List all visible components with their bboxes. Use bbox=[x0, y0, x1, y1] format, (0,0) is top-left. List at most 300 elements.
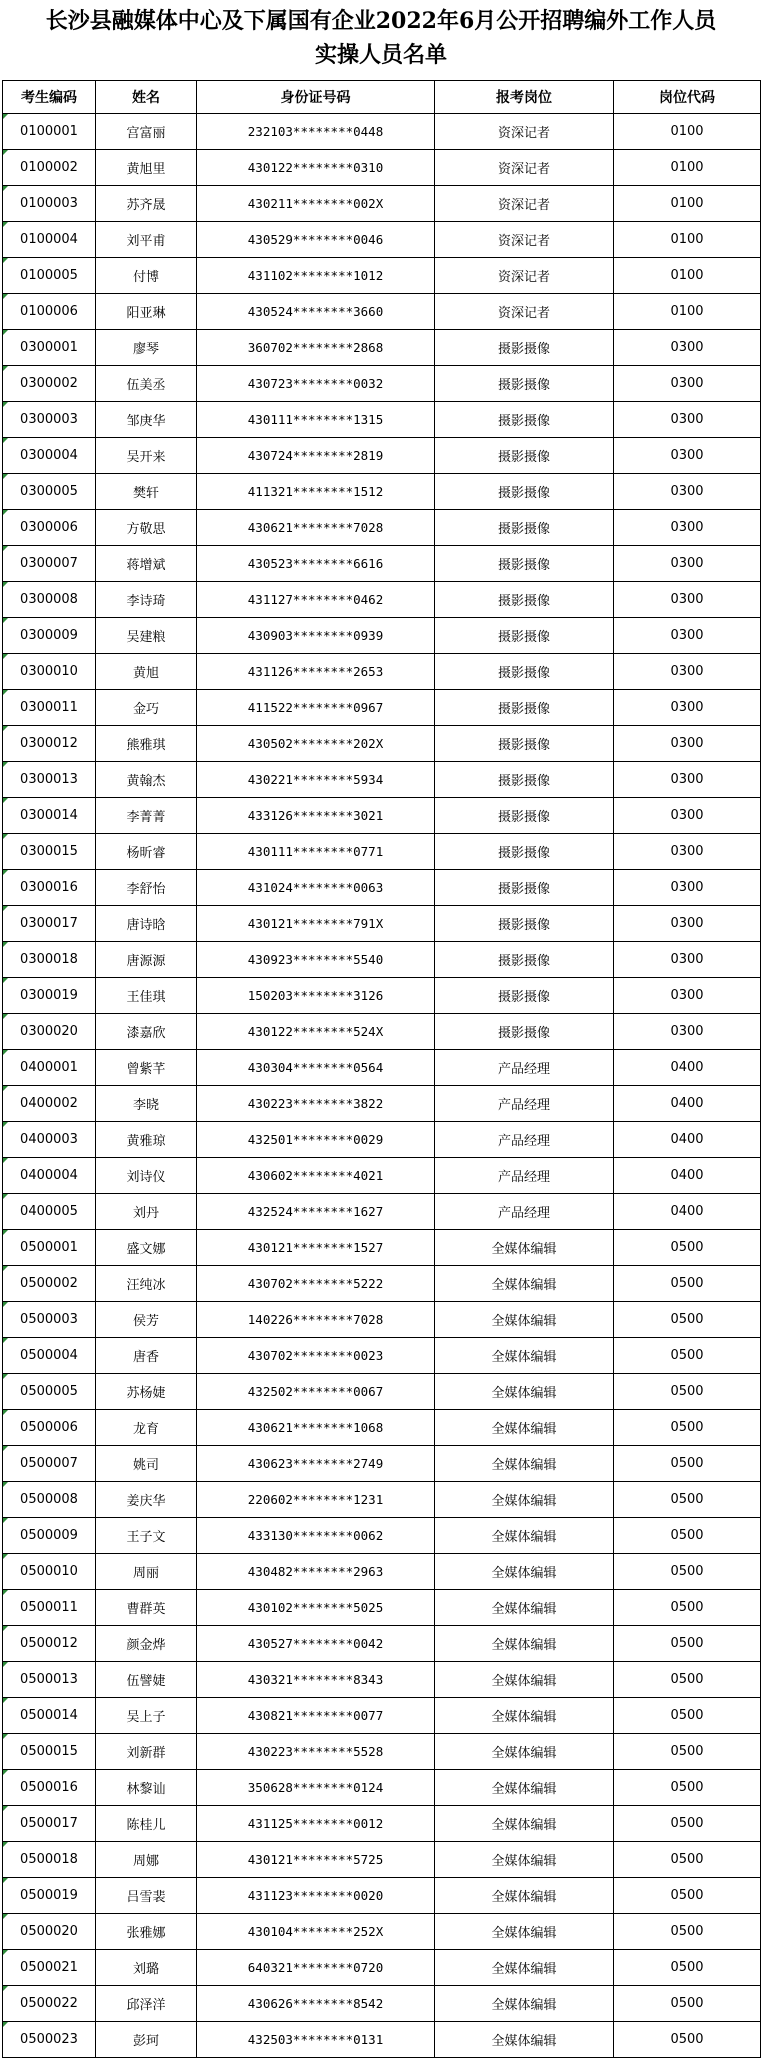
table-row bbox=[3, 1698, 761, 1734]
table-row bbox=[3, 1482, 761, 1518]
name-cell: 蒋增斌 bbox=[96, 546, 197, 582]
id-number-cell: 411522********0967 bbox=[197, 690, 435, 726]
name-cell: 唐源源 bbox=[96, 942, 197, 978]
id-number-cell: 430104********252X bbox=[197, 1914, 435, 1950]
id-number-cell: 411321********1512 bbox=[197, 474, 435, 510]
name-cell: 伍譬婕 bbox=[96, 1662, 197, 1698]
name-cell: 张雅娜 bbox=[96, 1914, 197, 1950]
name-cell: 黄旭 bbox=[96, 654, 197, 690]
id-number-cell: 432503********0131 bbox=[197, 2022, 435, 2058]
header-exam-code: 考生编码 bbox=[3, 81, 96, 114]
id-number-cell: 431102********1012 bbox=[197, 258, 435, 294]
exam-code-cell: 0100002 bbox=[3, 150, 96, 186]
exam-code-cell: 0500012 bbox=[3, 1626, 96, 1662]
table-row bbox=[3, 114, 761, 150]
position-cell: 全媒体编辑 bbox=[435, 1806, 614, 1842]
name-cell: 周娜 bbox=[96, 1842, 197, 1878]
table-row bbox=[3, 1122, 761, 1158]
table-row bbox=[3, 1302, 761, 1338]
position-code-cell: 0100 bbox=[614, 186, 761, 222]
position-code-cell: 0500 bbox=[614, 1554, 761, 1590]
position-cell: 产品经理 bbox=[435, 1158, 614, 1194]
exam-code-cell: 0300019 bbox=[3, 978, 96, 1014]
position-code-cell: 0300 bbox=[614, 546, 761, 582]
table-row bbox=[3, 582, 761, 618]
table-row bbox=[3, 1914, 761, 1950]
id-number-cell: 430529********0046 bbox=[197, 222, 435, 258]
position-cell: 全媒体编辑 bbox=[435, 1950, 614, 1986]
exam-code-cell: 0400003 bbox=[3, 1122, 96, 1158]
name-cell: 方敬思 bbox=[96, 510, 197, 546]
position-code-cell: 0500 bbox=[614, 2022, 761, 2058]
exam-code-cell: 0300020 bbox=[3, 1014, 96, 1050]
name-cell: 汪纯冰 bbox=[96, 1266, 197, 1302]
name-cell: 侯芳 bbox=[96, 1302, 197, 1338]
exam-code-cell: 0300001 bbox=[3, 330, 96, 366]
exam-code-cell: 0500023 bbox=[3, 2022, 96, 2058]
exam-code-cell: 0500007 bbox=[3, 1446, 96, 1482]
table-row bbox=[3, 258, 761, 294]
position-code-cell: 0500 bbox=[614, 1986, 761, 2022]
position-code-cell: 0300 bbox=[614, 798, 761, 834]
position-cell: 摄影摄像 bbox=[435, 330, 614, 366]
table-row bbox=[3, 1554, 761, 1590]
position-cell: 资深记者 bbox=[435, 150, 614, 186]
name-cell: 阳亚琳 bbox=[96, 294, 197, 330]
table-row bbox=[3, 1662, 761, 1698]
name-cell: 苏杨婕 bbox=[96, 1374, 197, 1410]
id-number-cell: 430482********2963 bbox=[197, 1554, 435, 1590]
id-number-cell: 430602********4021 bbox=[197, 1158, 435, 1194]
exam-code-cell: 0100004 bbox=[3, 222, 96, 258]
name-cell: 林黎讪 bbox=[96, 1770, 197, 1806]
exam-code-cell: 0500008 bbox=[3, 1482, 96, 1518]
id-number-cell: 430523********6616 bbox=[197, 546, 435, 582]
id-number-cell: 430623********2749 bbox=[197, 1446, 435, 1482]
id-number-cell: 432524********1627 bbox=[197, 1194, 435, 1230]
id-number-cell: 432502********0067 bbox=[197, 1374, 435, 1410]
position-cell: 全媒体编辑 bbox=[435, 1302, 614, 1338]
position-code-cell: 0300 bbox=[614, 582, 761, 618]
position-cell: 摄影摄像 bbox=[435, 942, 614, 978]
name-cell: 刘新群 bbox=[96, 1734, 197, 1770]
id-number-cell: 430724********2819 bbox=[197, 438, 435, 474]
id-number-cell: 430321********8343 bbox=[197, 1662, 435, 1698]
position-cell: 全媒体编辑 bbox=[435, 1986, 614, 2022]
position-code-cell: 0500 bbox=[614, 1734, 761, 1770]
exam-code-cell: 0500013 bbox=[3, 1662, 96, 1698]
exam-code-cell: 0300016 bbox=[3, 870, 96, 906]
id-number-cell: 431125********0012 bbox=[197, 1806, 435, 1842]
name-cell: 王佳琪 bbox=[96, 978, 197, 1014]
exam-code-cell: 0300011 bbox=[3, 690, 96, 726]
position-cell: 全媒体编辑 bbox=[435, 1878, 614, 1914]
position-code-cell: 0500 bbox=[614, 1770, 761, 1806]
id-number-cell: 430121********1527 bbox=[197, 1230, 435, 1266]
exam-code-cell: 0500010 bbox=[3, 1554, 96, 1590]
exam-code-cell: 0500003 bbox=[3, 1302, 96, 1338]
exam-code-cell: 0400002 bbox=[3, 1086, 96, 1122]
position-code-cell: 0300 bbox=[614, 654, 761, 690]
position-code-cell: 0400 bbox=[614, 1050, 761, 1086]
table-row bbox=[3, 402, 761, 438]
name-cell: 黄雅琼 bbox=[96, 1122, 197, 1158]
header-position: 报考岗位 bbox=[435, 81, 614, 114]
id-number-cell: 432501********0029 bbox=[197, 1122, 435, 1158]
position-code-cell: 0500 bbox=[614, 1338, 761, 1374]
id-number-cell: 430121********791X bbox=[197, 906, 435, 942]
table-row bbox=[3, 870, 761, 906]
position-code-cell: 0400 bbox=[614, 1158, 761, 1194]
table-row bbox=[3, 1158, 761, 1194]
exam-code-cell: 0300009 bbox=[3, 618, 96, 654]
id-number-cell: 430621********1068 bbox=[197, 1410, 435, 1446]
position-code-cell: 0500 bbox=[614, 1662, 761, 1698]
name-cell: 曾紫芊 bbox=[96, 1050, 197, 1086]
exam-code-cell: 0300003 bbox=[3, 402, 96, 438]
name-cell: 樊轩 bbox=[96, 474, 197, 510]
name-cell: 邹庚华 bbox=[96, 402, 197, 438]
exam-code-cell: 0400004 bbox=[3, 1158, 96, 1194]
id-number-cell: 140226********7028 bbox=[197, 1302, 435, 1338]
table-row bbox=[3, 618, 761, 654]
table-row bbox=[3, 1986, 761, 2022]
position-cell: 全媒体编辑 bbox=[435, 1410, 614, 1446]
exam-code-cell: 0300012 bbox=[3, 726, 96, 762]
exam-code-cell: 0500015 bbox=[3, 1734, 96, 1770]
header-name: 姓名 bbox=[96, 81, 197, 114]
exam-code-cell: 0300017 bbox=[3, 906, 96, 942]
position-code-cell: 0300 bbox=[614, 474, 761, 510]
position-code-cell: 0300 bbox=[614, 366, 761, 402]
table-row bbox=[3, 1770, 761, 1806]
position-code-cell: 0500 bbox=[614, 1806, 761, 1842]
id-number-cell: 350628********0124 bbox=[197, 1770, 435, 1806]
position-cell: 摄影摄像 bbox=[435, 978, 614, 1014]
table-row bbox=[3, 1194, 761, 1230]
id-number-cell: 430121********5725 bbox=[197, 1842, 435, 1878]
position-code-cell: 0500 bbox=[614, 1698, 761, 1734]
exam-code-cell: 0400001 bbox=[3, 1050, 96, 1086]
header-position-code: 岗位代码 bbox=[614, 81, 761, 114]
position-code-cell: 0100 bbox=[614, 222, 761, 258]
name-cell: 漆嘉欣 bbox=[96, 1014, 197, 1050]
position-cell: 全媒体编辑 bbox=[435, 1374, 614, 1410]
exam-code-cell: 0500016 bbox=[3, 1770, 96, 1806]
name-cell: 杨昕睿 bbox=[96, 834, 197, 870]
position-cell: 摄影摄像 bbox=[435, 798, 614, 834]
position-code-cell: 0300 bbox=[614, 1014, 761, 1050]
position-cell: 摄影摄像 bbox=[435, 582, 614, 618]
name-cell: 黄旭里 bbox=[96, 150, 197, 186]
table-row bbox=[3, 654, 761, 690]
position-cell: 全媒体编辑 bbox=[435, 2022, 614, 2058]
position-code-cell: 0300 bbox=[614, 834, 761, 870]
id-number-cell: 430723********0032 bbox=[197, 366, 435, 402]
exam-code-cell: 0100006 bbox=[3, 294, 96, 330]
table-row bbox=[3, 762, 761, 798]
position-cell: 全媒体编辑 bbox=[435, 1734, 614, 1770]
exam-code-cell: 0500005 bbox=[3, 1374, 96, 1410]
position-cell: 全媒体编辑 bbox=[435, 1266, 614, 1302]
exam-code-cell: 0500011 bbox=[3, 1590, 96, 1626]
position-cell: 全媒体编辑 bbox=[435, 1590, 614, 1626]
position-cell: 全媒体编辑 bbox=[435, 1482, 614, 1518]
position-code-cell: 0500 bbox=[614, 1266, 761, 1302]
table-row bbox=[3, 1878, 761, 1914]
position-cell: 全媒体编辑 bbox=[435, 1626, 614, 1662]
name-cell: 刘诗仪 bbox=[96, 1158, 197, 1194]
position-code-cell: 0500 bbox=[614, 1374, 761, 1410]
name-cell: 李舒怡 bbox=[96, 870, 197, 906]
table-row bbox=[3, 1842, 761, 1878]
table-row bbox=[3, 330, 761, 366]
id-number-cell: 232103********0448 bbox=[197, 114, 435, 150]
position-code-cell: 0500 bbox=[614, 1842, 761, 1878]
name-cell: 刘璐 bbox=[96, 1950, 197, 1986]
id-number-cell: 430702********0023 bbox=[197, 1338, 435, 1374]
position-cell: 资深记者 bbox=[435, 294, 614, 330]
table-row bbox=[3, 366, 761, 402]
exam-code-cell: 0500017 bbox=[3, 1806, 96, 1842]
name-cell: 盛文娜 bbox=[96, 1230, 197, 1266]
position-cell: 全媒体编辑 bbox=[435, 1698, 614, 1734]
position-code-cell: 0300 bbox=[614, 762, 761, 798]
id-number-cell: 430821********0077 bbox=[197, 1698, 435, 1734]
id-number-cell: 430111********1315 bbox=[197, 402, 435, 438]
exam-code-cell: 0500021 bbox=[3, 1950, 96, 1986]
table-row bbox=[3, 474, 761, 510]
id-number-cell: 430223********3822 bbox=[197, 1086, 435, 1122]
table-row bbox=[3, 1410, 761, 1446]
table-row bbox=[3, 186, 761, 222]
position-cell: 全媒体编辑 bbox=[435, 1446, 614, 1482]
position-cell: 摄影摄像 bbox=[435, 906, 614, 942]
position-code-cell: 0500 bbox=[614, 1518, 761, 1554]
exam-code-cell: 0300014 bbox=[3, 798, 96, 834]
position-cell: 摄影摄像 bbox=[435, 510, 614, 546]
id-number-cell: 431024********0063 bbox=[197, 870, 435, 906]
position-cell: 全媒体编辑 bbox=[435, 1230, 614, 1266]
position-cell: 全媒体编辑 bbox=[435, 1518, 614, 1554]
table-row bbox=[3, 294, 761, 330]
table-row bbox=[3, 150, 761, 186]
name-cell: 周丽 bbox=[96, 1554, 197, 1590]
table-row bbox=[3, 1086, 761, 1122]
name-cell: 付博 bbox=[96, 258, 197, 294]
exam-code-cell: 0500004 bbox=[3, 1338, 96, 1374]
position-cell: 产品经理 bbox=[435, 1050, 614, 1086]
position-code-cell: 0300 bbox=[614, 942, 761, 978]
name-cell: 金巧 bbox=[96, 690, 197, 726]
id-number-cell: 433126********3021 bbox=[197, 798, 435, 834]
position-cell: 产品经理 bbox=[435, 1194, 614, 1230]
position-code-cell: 0300 bbox=[614, 402, 761, 438]
name-cell: 曹群英 bbox=[96, 1590, 197, 1626]
document-title bbox=[2, 0, 760, 80]
table-row bbox=[3, 510, 761, 546]
position-cell: 全媒体编辑 bbox=[435, 1554, 614, 1590]
exam-code-cell: 0100001 bbox=[3, 114, 96, 150]
id-number-cell: 430122********524X bbox=[197, 1014, 435, 1050]
exam-code-cell: 0100005 bbox=[3, 258, 96, 294]
exam-code-cell: 0300002 bbox=[3, 366, 96, 402]
table-row bbox=[3, 1950, 761, 1986]
table-header-row bbox=[3, 81, 761, 114]
table-row bbox=[3, 1014, 761, 1050]
title-line-1: 长沙县融媒体中心及下属国有企业2022年6月公开招聘编外工作人员 bbox=[45, 8, 717, 34]
table-row bbox=[3, 978, 761, 1014]
name-cell: 黄翰杰 bbox=[96, 762, 197, 798]
position-code-cell: 0400 bbox=[614, 1086, 761, 1122]
position-cell: 摄影摄像 bbox=[435, 762, 614, 798]
position-code-cell: 0500 bbox=[614, 1482, 761, 1518]
table-row bbox=[3, 726, 761, 762]
name-cell: 邱泽洋 bbox=[96, 1986, 197, 2022]
name-cell: 吴上子 bbox=[96, 1698, 197, 1734]
position-code-cell: 0300 bbox=[614, 690, 761, 726]
id-number-cell: 360702********2868 bbox=[197, 330, 435, 366]
position-code-cell: 0300 bbox=[614, 510, 761, 546]
name-cell: 吕雪裴 bbox=[96, 1878, 197, 1914]
name-cell: 唐诗晗 bbox=[96, 906, 197, 942]
position-cell: 全媒体编辑 bbox=[435, 1914, 614, 1950]
name-cell: 姚司 bbox=[96, 1446, 197, 1482]
exam-code-cell: 0300018 bbox=[3, 942, 96, 978]
exam-code-cell: 0300013 bbox=[3, 762, 96, 798]
table-row bbox=[3, 798, 761, 834]
position-cell: 全媒体编辑 bbox=[435, 1770, 614, 1806]
exam-code-cell: 0500009 bbox=[3, 1518, 96, 1554]
id-number-cell: 430702********5222 bbox=[197, 1266, 435, 1302]
position-cell: 摄影摄像 bbox=[435, 834, 614, 870]
table-body bbox=[3, 114, 761, 2058]
table-row bbox=[3, 1050, 761, 1086]
exam-code-cell: 0500014 bbox=[3, 1698, 96, 1734]
name-cell: 苏齐晟 bbox=[96, 186, 197, 222]
id-number-cell: 430527********0042 bbox=[197, 1626, 435, 1662]
name-cell: 龙育 bbox=[96, 1410, 197, 1446]
name-cell: 王子文 bbox=[96, 1518, 197, 1554]
table-row bbox=[3, 2022, 761, 2058]
name-cell: 刘丹 bbox=[96, 1194, 197, 1230]
position-cell: 摄影摄像 bbox=[435, 726, 614, 762]
position-code-cell: 0500 bbox=[614, 1410, 761, 1446]
position-cell: 产品经理 bbox=[435, 1086, 614, 1122]
position-cell: 资深记者 bbox=[435, 258, 614, 294]
position-cell: 资深记者 bbox=[435, 114, 614, 150]
position-cell: 摄影摄像 bbox=[435, 654, 614, 690]
position-code-cell: 0300 bbox=[614, 978, 761, 1014]
table-row bbox=[3, 1446, 761, 1482]
header-id-number: 身份证号码 bbox=[197, 81, 435, 114]
position-code-cell: 0500 bbox=[614, 1302, 761, 1338]
name-cell: 伍美丞 bbox=[96, 366, 197, 402]
exam-code-cell: 0300005 bbox=[3, 474, 96, 510]
position-code-cell: 0300 bbox=[614, 870, 761, 906]
table-row bbox=[3, 690, 761, 726]
table-row bbox=[3, 906, 761, 942]
name-cell: 李菁菁 bbox=[96, 798, 197, 834]
position-code-cell: 0100 bbox=[614, 114, 761, 150]
position-code-cell: 0500 bbox=[614, 1878, 761, 1914]
id-number-cell: 430903********0939 bbox=[197, 618, 435, 654]
position-code-cell: 0500 bbox=[614, 1590, 761, 1626]
position-cell: 全媒体编辑 bbox=[435, 1842, 614, 1878]
position-cell: 摄影摄像 bbox=[435, 402, 614, 438]
table-row bbox=[3, 1266, 761, 1302]
name-cell: 熊雅琪 bbox=[96, 726, 197, 762]
position-cell: 摄影摄像 bbox=[435, 870, 614, 906]
id-number-cell: 430923********5540 bbox=[197, 942, 435, 978]
name-cell: 李晓 bbox=[96, 1086, 197, 1122]
position-cell: 全媒体编辑 bbox=[435, 1338, 614, 1374]
name-cell: 彭珂 bbox=[96, 2022, 197, 2058]
position-code-cell: 0300 bbox=[614, 618, 761, 654]
exam-code-cell: 0300006 bbox=[3, 510, 96, 546]
position-cell: 摄影摄像 bbox=[435, 438, 614, 474]
id-number-cell: 430211********002X bbox=[197, 186, 435, 222]
position-code-cell: 0300 bbox=[614, 726, 761, 762]
position-code-cell: 0300 bbox=[614, 906, 761, 942]
position-cell: 摄影摄像 bbox=[435, 546, 614, 582]
table-row bbox=[3, 834, 761, 870]
id-number-cell: 430621********7028 bbox=[197, 510, 435, 546]
id-number-cell: 430502********202X bbox=[197, 726, 435, 762]
position-cell: 摄影摄像 bbox=[435, 366, 614, 402]
id-number-cell: 430223********5528 bbox=[197, 1734, 435, 1770]
position-cell: 资深记者 bbox=[435, 222, 614, 258]
name-cell: 宫富丽 bbox=[96, 114, 197, 150]
id-number-cell: 640321********0720 bbox=[197, 1950, 435, 1986]
position-code-cell: 0500 bbox=[614, 1914, 761, 1950]
position-cell: 全媒体编辑 bbox=[435, 1662, 614, 1698]
position-cell: 摄影摄像 bbox=[435, 618, 614, 654]
exam-code-cell: 0300004 bbox=[3, 438, 96, 474]
id-number-cell: 431126********2653 bbox=[197, 654, 435, 690]
exam-code-cell: 0400005 bbox=[3, 1194, 96, 1230]
exam-code-cell: 0500018 bbox=[3, 1842, 96, 1878]
position-code-cell: 0100 bbox=[614, 150, 761, 186]
table-row bbox=[3, 222, 761, 258]
table-row bbox=[3, 1518, 761, 1554]
exam-code-cell: 0300015 bbox=[3, 834, 96, 870]
position-code-cell: 0300 bbox=[614, 438, 761, 474]
position-code-cell: 0400 bbox=[614, 1194, 761, 1230]
id-number-cell: 430524********3660 bbox=[197, 294, 435, 330]
exam-code-cell: 0500006 bbox=[3, 1410, 96, 1446]
name-cell: 刘平甫 bbox=[96, 222, 197, 258]
table-row bbox=[3, 942, 761, 978]
table-row bbox=[3, 1374, 761, 1410]
id-number-cell: 430221********5934 bbox=[197, 762, 435, 798]
id-number-cell: 430122********0310 bbox=[197, 150, 435, 186]
name-cell: 吴建粮 bbox=[96, 618, 197, 654]
table-row bbox=[3, 438, 761, 474]
exam-code-cell: 0300008 bbox=[3, 582, 96, 618]
id-number-cell: 430304********0564 bbox=[197, 1050, 435, 1086]
position-cell: 资深记者 bbox=[435, 186, 614, 222]
position-code-cell: 0500 bbox=[614, 1446, 761, 1482]
position-code-cell: 0100 bbox=[614, 294, 761, 330]
candidate-table bbox=[2, 80, 761, 2058]
id-number-cell: 430111********0771 bbox=[197, 834, 435, 870]
table-row bbox=[3, 1806, 761, 1842]
name-cell: 陈桂儿 bbox=[96, 1806, 197, 1842]
table-row bbox=[3, 1338, 761, 1374]
name-cell: 姜庆华 bbox=[96, 1482, 197, 1518]
position-cell: 摄影摄像 bbox=[435, 474, 614, 510]
